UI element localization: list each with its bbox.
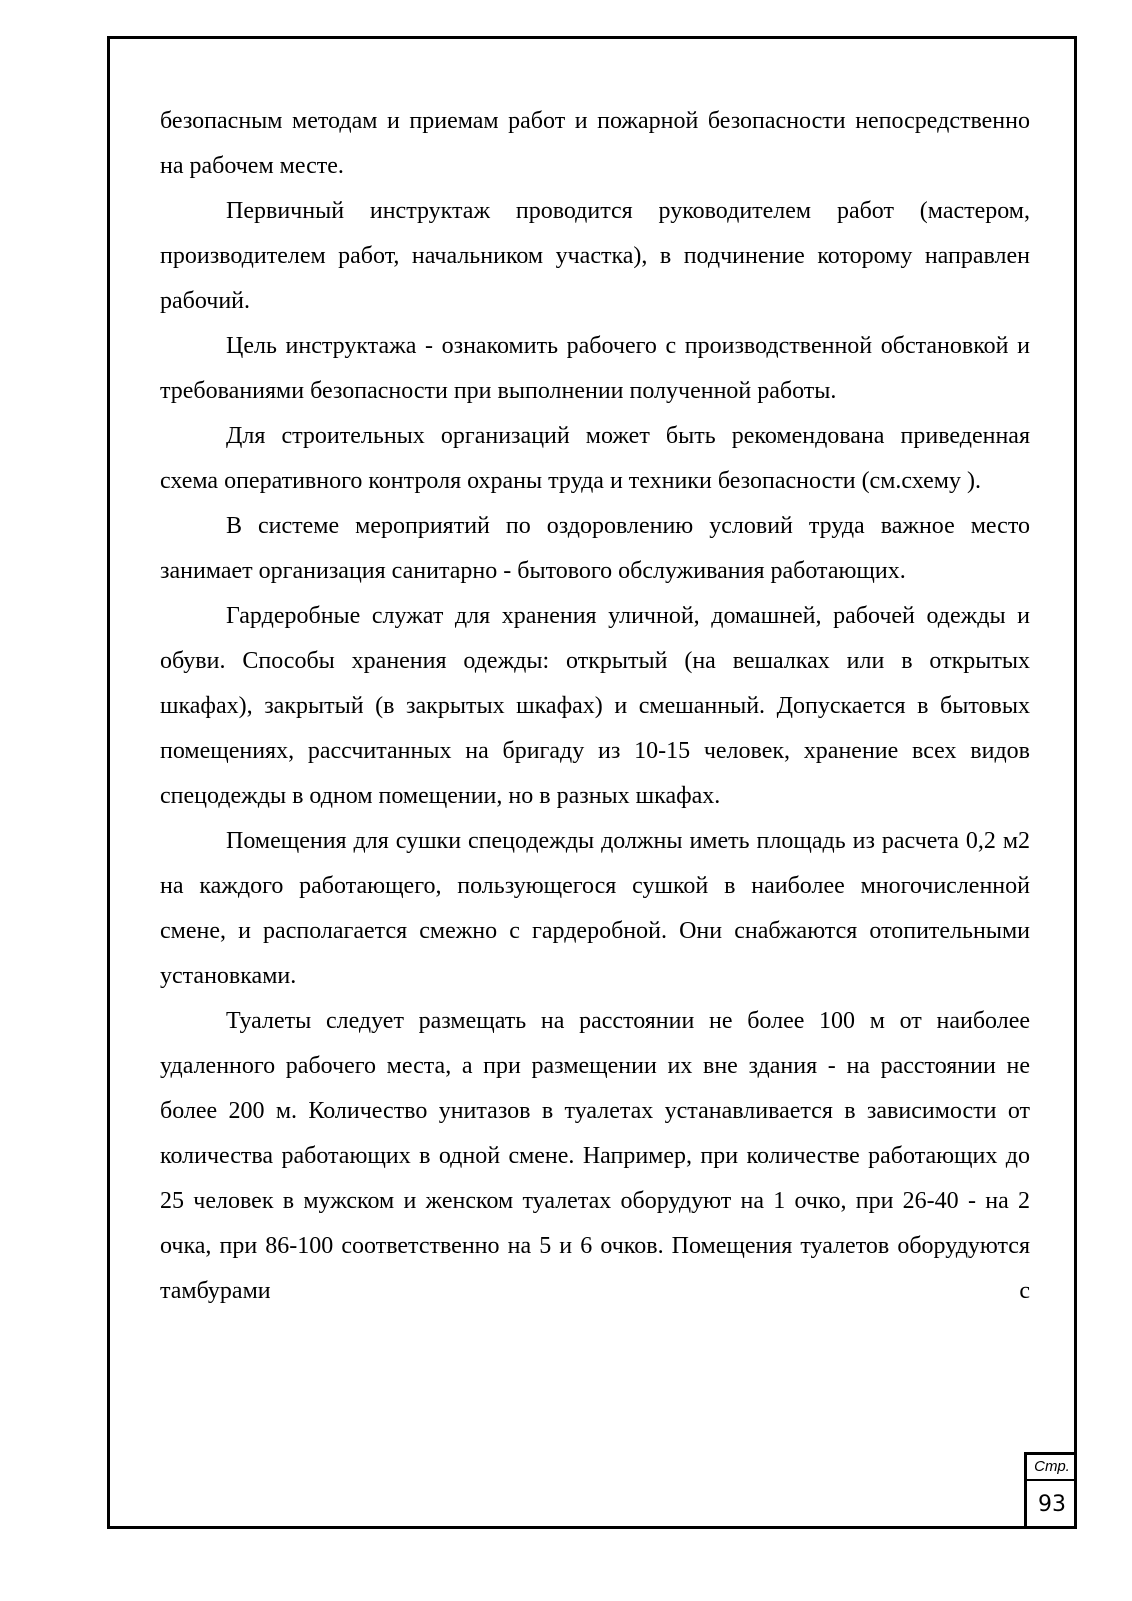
page-number: 93	[1038, 1492, 1066, 1517]
paragraph: В системе мероприятий по оздоровлению условий труда важное место занимает организация санитарно - бытового обслуживания работающих.	[160, 513, 1030, 584]
paragraph: Помещения для сушки спецодежды должны иметь площадь из расчета 0,2 м2 на каждого работающего, пользующегося сушкой в наиболее многочисленной смене, и располагается смежно с гардеробной. Они снабжаются отопительными установками.	[160, 828, 1030, 989]
paragraph: Цель инструктажа - ознакомить рабочего с производственной обстановкой и требованиями безопасности при выполнении полученной работы.	[160, 333, 1030, 404]
stamp-label: Стр.	[1027, 1455, 1077, 1481]
paragraph: Для строительных организаций может быть рекомендована приведенная схема оперативного контроля охраны труда и техники безопасности (см.схему ).	[160, 423, 1030, 494]
page-stamp	[1024, 1452, 1077, 1529]
paragraph: Туалеты следует размещать на расстоянии не более 100 м от наиболее удаленного рабочего места, а при размещении их вне здания - на расстоянии не более 200 м. Количество унитазов в туалетах устанавливается в зависимости от количества работающих в одной смене. Например, при количестве работающих до 25 человек в мужском и женском туалетах оборудуют на 1 очко, при 26-40 - на 2 очка, при 86-100 соответственно на 5 и 6 очков. Помещения туалетов оборудуются тамбурами с	[160, 1008, 1030, 1304]
paragraph: Первичный инструктаж проводится руководителем работ (мастером, производителем работ, начальником участка), в подчинение которому направлен рабочий.	[160, 198, 1030, 314]
paragraph: Гардеробные служат для хранения уличной, домашней, рабочей одежды и обуви. Способы хранения одежды: открытый (на вешалках или в открытых шкафах), закрытый (в закрытых шкафах) и смешанный. Допускается в бытовых помещениях, рассчитанных на бригаду из 10-15 человек, хранение всех видов спецодежды в одном помещении, но в разных шкафах.	[160, 603, 1030, 809]
document-body	[160, 99, 1030, 1314]
paragraph: безопасным методам и приемам работ и пожарной безопасности непосредственно на рабочем месте.	[160, 108, 1030, 179]
